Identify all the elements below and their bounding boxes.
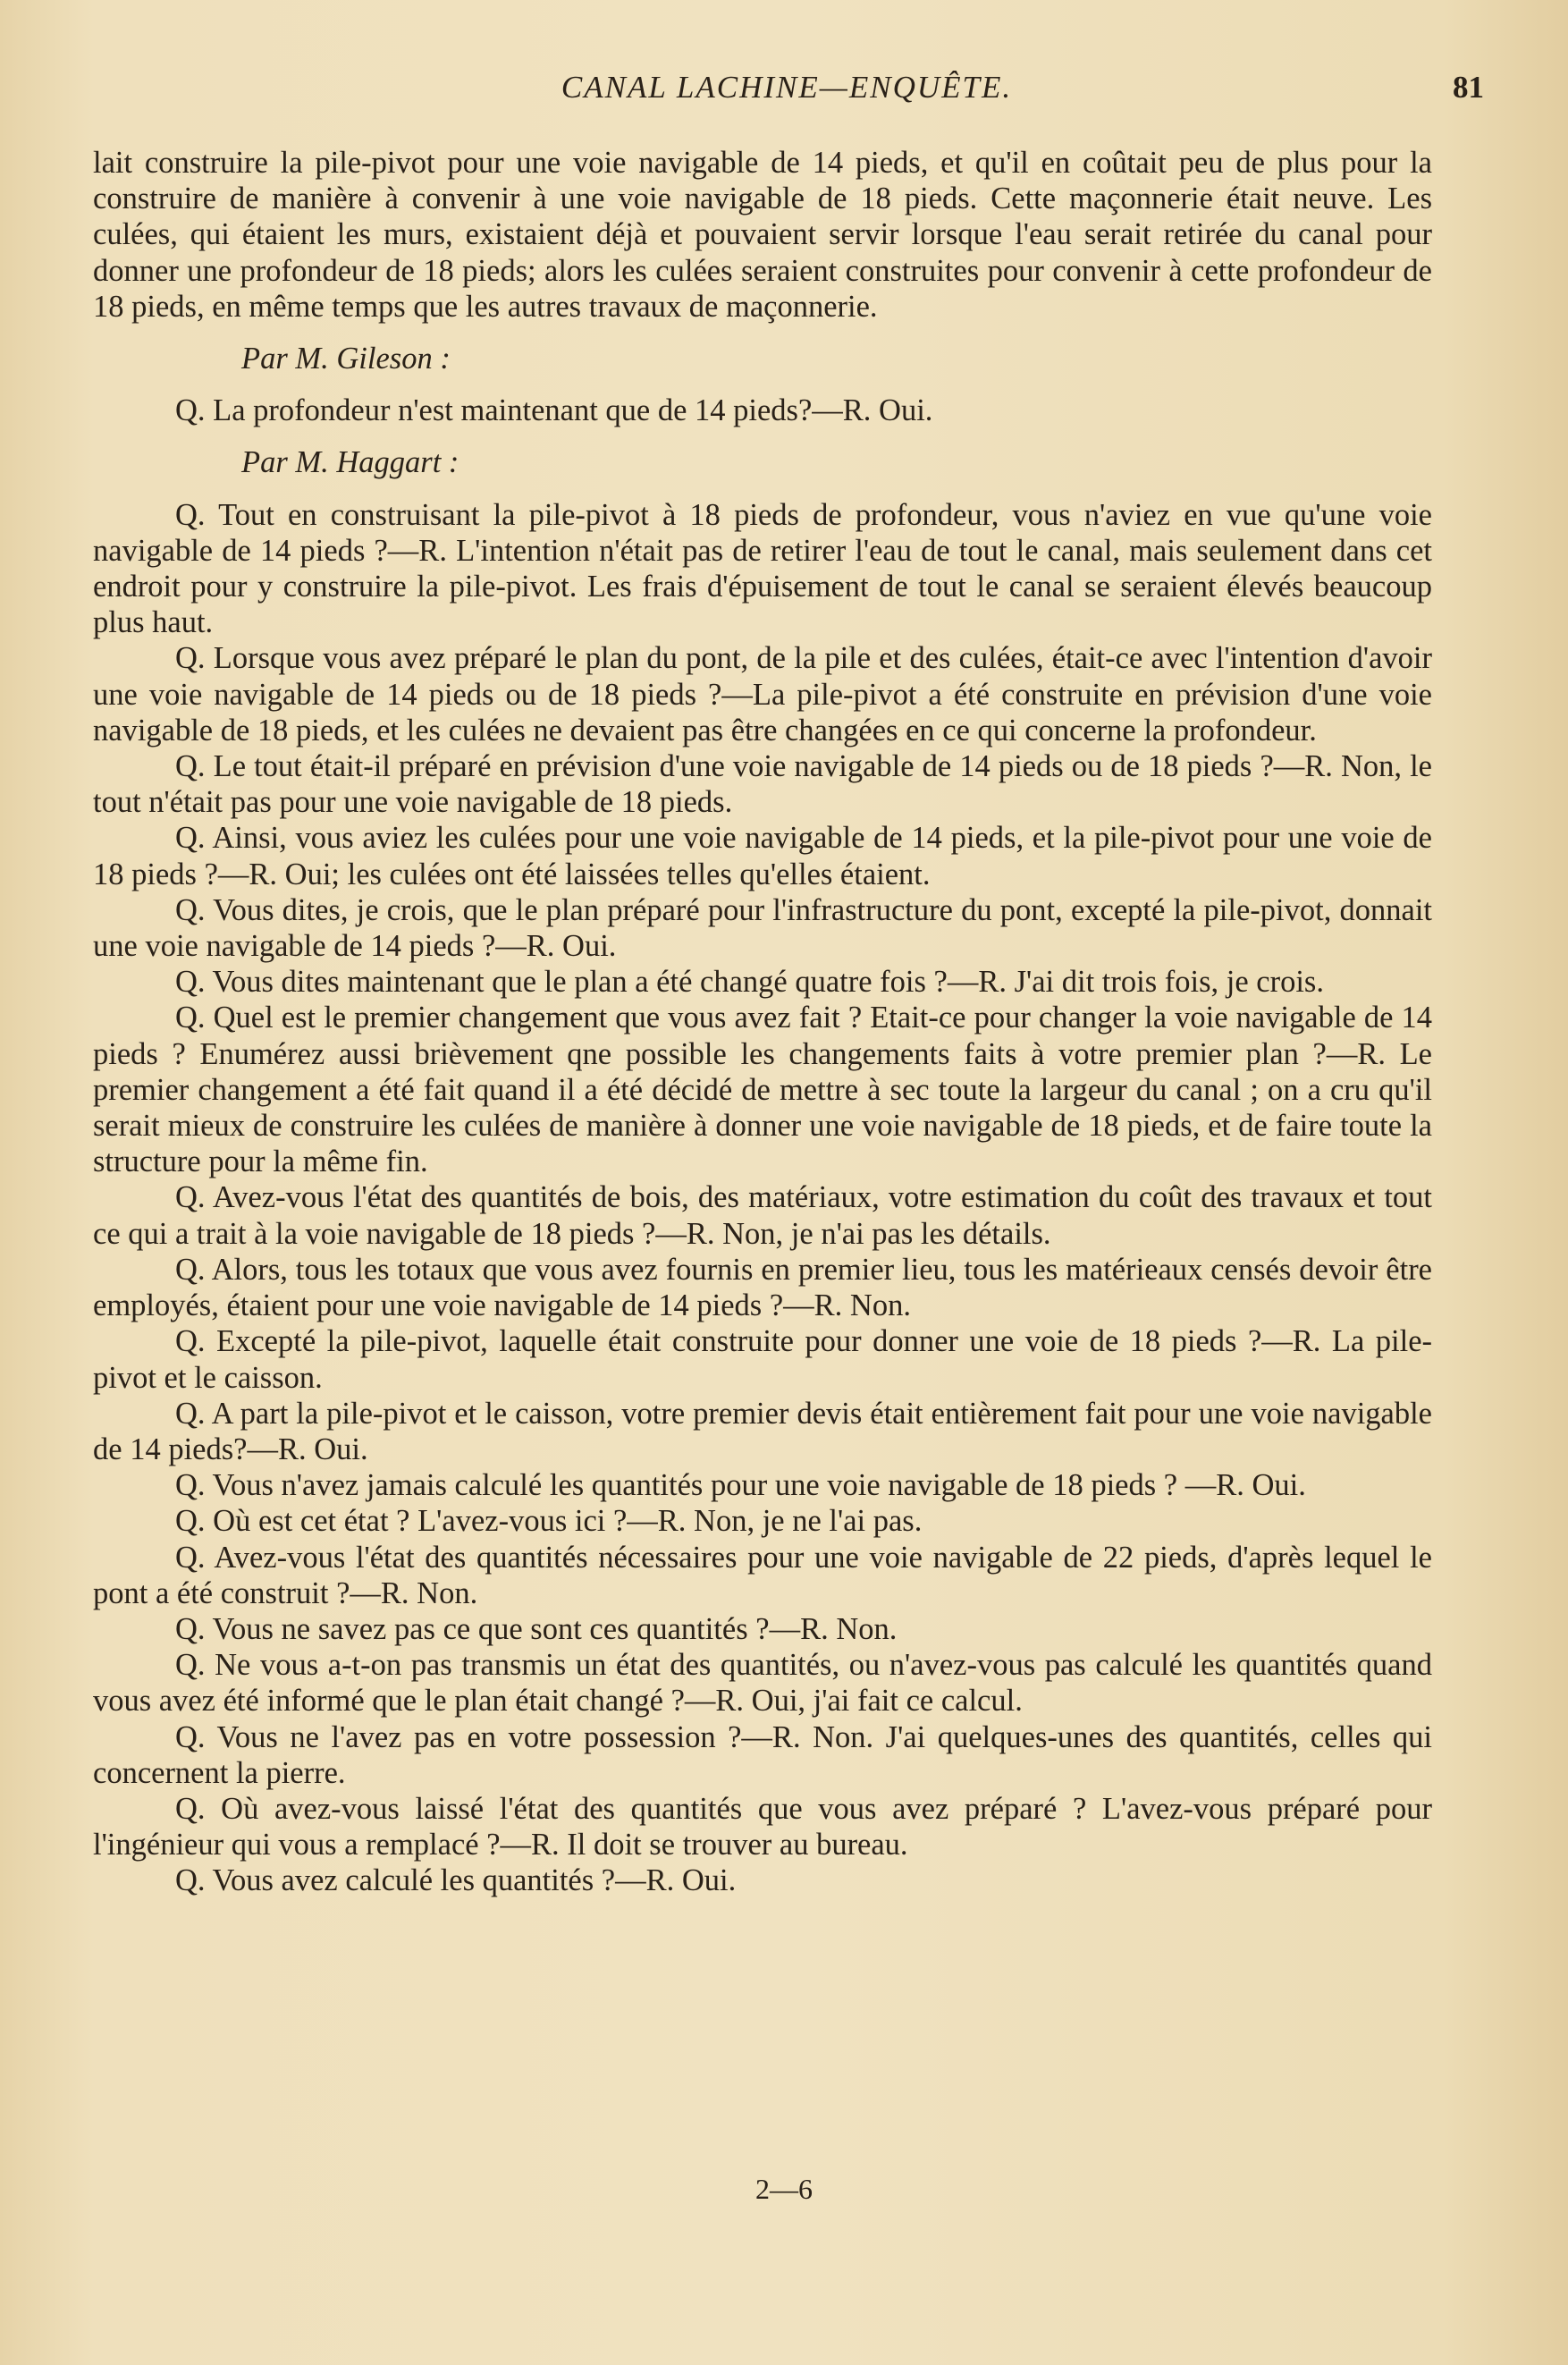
paragraph: Q. Excepté la pile-pivot, laquelle était construite pour donner une voie de 18 pieds ?—R. La pile-pivot et le caisson. <box>93 1324 1432 1395</box>
paragraph: Q. Vous ne savez pas ce que sont ces quantités ?—R. Non. <box>175 1611 898 1646</box>
paragraph: lait construire la pile-pivot pour une voie navigable de 14 pieds, et qu'il en coûtait peu de plus pour la construire de manière à convenir à une voie navigable de 18 pieds. Cette maçonnerie était neuve. Les culées, qui étaient les murs, existaient déjà et pouvaient servir lorsque l'eau serait retirée du canal pour donner une profondeur de 18 pieds; alors les culées seraient construites pour convenir à cette profondeur de 18 pieds, en même temps que les autres travaux de maçonnerie. <box>93 146 1432 324</box>
paragraph: Q. Vous n'avez jamais calculé les quantités pour une voie navigable de 18 pieds ? —R. Oui. <box>175 1468 1306 1503</box>
paragraph: Q. Le tout était-il préparé en prévision d'une voie navigable de 14 pieds ou de 18 pieds ?—R. Non, le tout n'était pas pour une voie navigable de 18 pieds. <box>93 749 1432 820</box>
paragraph: Q. Alors, tous les totaux que vous avez fournis en premier lieu, tous les matérieaux censés devoir être employés, étaient pour une voie navigable de 14 pieds ?—R. Non. <box>93 1252 1432 1323</box>
paragraph: Q. Vous avez calculé les quantités ?—R. Oui. <box>175 1863 737 1898</box>
paragraph: Q. La profondeur n'est maintenant que de 14 pieds?—R. Oui. <box>175 393 933 428</box>
paragraph: Q. Ainsi, vous aviez les culées pour une voie navigable de 14 pieds, et la pile-pivot pour une voie de 18 pieds ?—R. Oui; les culées ont été laissées telles qu'elles étaient. <box>93 821 1432 891</box>
speaker-heading: Par M. Haggart : <box>241 445 459 480</box>
paragraph: Q. Où est cet état ? L'avez-vous ici ?—R. Non, je ne l'ai pas. <box>175 1504 923 1539</box>
paragraph: Q. Ne vous a-t-on pas transmis un état des quantités, ou n'avez-vous pas calculé les quantités quand vous avez été informé que le plan était changé ?—R. Oui, j'ai fait ce calcul. <box>93 1648 1432 1719</box>
paragraph: Q. Vous dites maintenant que le plan a été changé quatre fois ?—R. J'ai dit trois fois, je crois. <box>175 965 1324 1000</box>
page-header <box>89 70 1484 114</box>
speaker-heading: Par M. Gileson : <box>241 342 451 376</box>
paragraph: Q. Avez-vous l'état des quantités de bois, des matériaux, votre estimation du coût des travaux et tout ce qui a trait à la voie navigable de 18 pieds ?—R. Non, je n'ai pas les détails. <box>93 1180 1432 1251</box>
paragraph: Q. Quel est le premier changement que vous avez fait ? Etait-ce pour changer la voie navigable de 14 pieds ? Enumérez aussi brièvement qne possible les changements faits à votre premier plan ?—R. Le premier changement a été fait quand il a été décidé de mettre à sec toute la largeur du canal ; on a cru qu'il serait mieux de construire les culées de manière à donner une voie navigable de 18 pieds, et de faire toute la structure pour la même fin. <box>93 1001 1432 1179</box>
paragraph: Q. Vous ne l'avez pas en votre possession ?—R. Non. J'ai quelques-unes des quantités, celles qui concernent la pierre. <box>93 1719 1432 1790</box>
paragraph: Q. Lorsque vous avez préparé le plan du pont, de la pile et des culées, était-ce avec l'intention d'avoir une voie navigable de 14 pieds ou de 18 pieds ?—La pile-pivot a été construite en prévision d'une voie navigable de 18 pieds, et les culées ne devaient pas être changées en ce qui concerne la profondeur. <box>93 641 1432 748</box>
body-text <box>93 145 1432 1899</box>
paragraph: Q. Où avez-vous laissé l'état des quantités que vous avez préparé ? L'avez-vous préparé pour l'ingénieur qui vous a remplacé ?—R. Il doit se trouver au bureau. <box>93 1791 1432 1862</box>
signature-mark: 2—6 <box>755 2173 813 2205</box>
paragraph: Q. Avez-vous l'état des quantités nécessaires pour une voie navigable de 22 pieds, d'après lequel le pont a été construit ?—R. Non. <box>93 1540 1432 1610</box>
paragraph: Q. Vous dites, je crois, que le plan préparé pour l'infrastructure du pont, excepté la pile-pivot, donnait une voie navigable de 14 pieds ?—R. Oui. <box>93 892 1432 964</box>
page-number: 81 <box>1453 70 1484 105</box>
running-title: CANAL LACHINE—ENQUÊTE. <box>561 70 1013 105</box>
paragraph: Q. A part la pile-pivot et le caisson, votre premier devis était entièrement fait pour une voie navigable de 14 pieds?—R. Oui. <box>93 1396 1432 1466</box>
paragraph: Q. Tout en construisant la pile-pivot à 18 pieds de profondeur, vous n'aviez en vue qu'une voie navigable de 14 pieds ?—R. L'intention n'était pas de retirer l'eau de tout le canal, mais seulement dans cet endroit pour y construire la pile-pivot. Les frais d'épuisement de tout le canal se seraient élevés beaucoup plus haut. <box>93 497 1432 640</box>
